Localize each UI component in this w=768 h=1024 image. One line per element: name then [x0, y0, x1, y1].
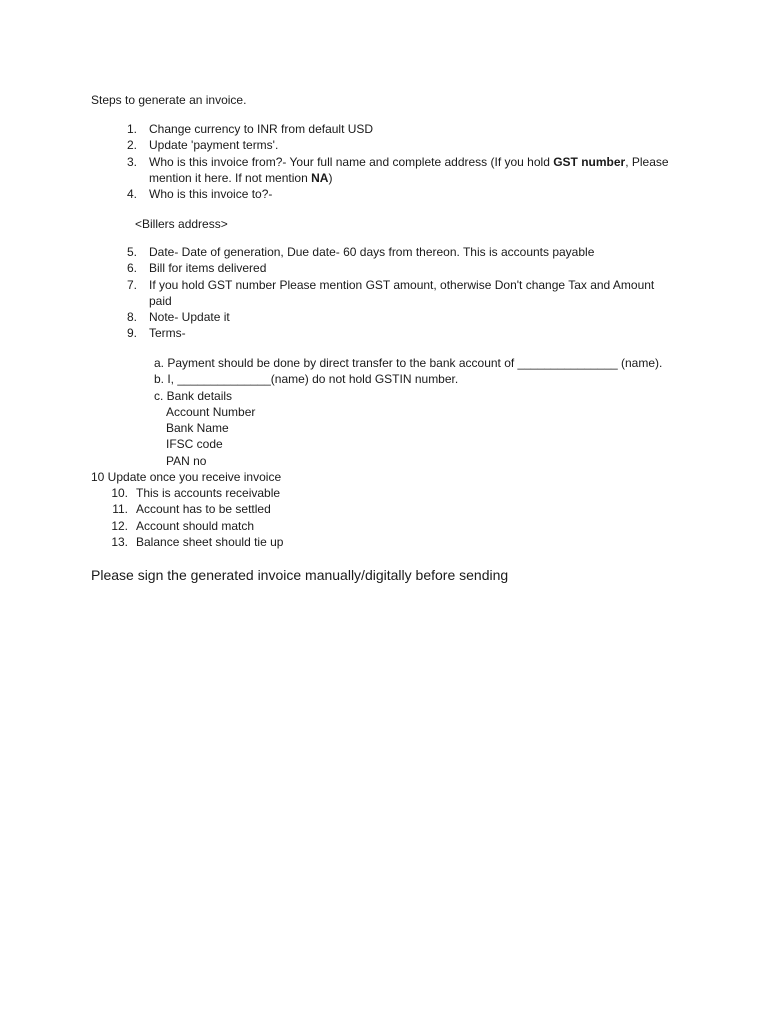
term-c: c. Bank details: [154, 388, 233, 403]
steps-list-1: [0, 121, 768, 202]
list-item: [0, 277, 768, 310]
list-item: [0, 501, 768, 517]
steps-list-2: [0, 244, 768, 342]
text-segment: , Please mention it here. If not mention: [149, 154, 669, 185]
list-number: 7.: [126, 277, 137, 292]
list-item: [0, 186, 768, 202]
list-text: Date- Date of generation, Due date- 60 days from thereon. This is accounts payable: [149, 245, 595, 259]
list-number: 2.: [126, 138, 137, 153]
list-text: Note- Update it: [149, 310, 230, 325]
list-number: 5.: [126, 245, 137, 259]
list-number: 12.: [111, 518, 128, 533]
update-heading: 10 Update once you receive invoice: [91, 470, 282, 484]
list-text: This is accounts receivable: [136, 486, 281, 500]
list-number: 4.: [126, 187, 137, 202]
bold-na: NA: [311, 170, 329, 185]
list-item: [0, 309, 768, 325]
list-number: 8.: [126, 310, 137, 325]
list-text: Account should match: [136, 518, 255, 533]
list-item: [0, 325, 768, 341]
list-text: Update 'payment terms'.: [149, 138, 279, 153]
list-item: [0, 534, 768, 550]
list-text: If you hold GST number Please mention GST amount, otherwise Don't change Tax and Amount paid: [149, 277, 655, 308]
list-item: [0, 244, 768, 260]
list-item: [0, 137, 768, 153]
terms-list: [154, 355, 662, 469]
list-text: Who is this invoice to?-: [149, 187, 273, 202]
list-number: 6.: [126, 261, 137, 276]
steps-list-3: [0, 485, 768, 550]
bank-field-bank-name: Bank Name: [166, 421, 229, 436]
list-number: 1.: [126, 122, 137, 136]
bold-gst-number: GST number: [553, 154, 626, 169]
list-text: Account has to be settled: [136, 502, 271, 517]
text-segment: ): [328, 170, 333, 185]
list-item: [0, 154, 768, 187]
list-number: 13.: [111, 534, 128, 549]
list-number: 10.: [111, 486, 128, 500]
list-text: [149, 154, 679, 187]
list-number: 9.: [126, 326, 137, 341]
term-b: b. I, ______________(name) do not hold GSTIN number.: [154, 372, 459, 387]
bank-field-ifsc-code: IFSC code: [166, 437, 223, 452]
bank-field-account-number: Account Number: [166, 404, 256, 419]
list-item: [0, 260, 768, 276]
list-text: Bill for items delivered: [149, 261, 267, 276]
list-number: 3.: [126, 154, 137, 169]
list-text: Change currency to INR from default USD: [149, 122, 374, 136]
text-segment: Who is this invoice from?- Your full name and complete address (If you hold: [149, 154, 554, 169]
closing-note: Please sign the generated invoice manually/digitally before sending: [91, 567, 509, 583]
list-number: 11.: [112, 502, 128, 517]
intro-text: Steps to generate an invoice.: [91, 93, 247, 107]
term-a: a. Payment should be done by direct transfer to the bank account of _______________ (name).: [154, 356, 663, 370]
bank-field-pan-no: PAN no: [166, 453, 207, 468]
list-text: Balance sheet should tie up: [136, 534, 284, 549]
list-item: [0, 518, 768, 534]
list-item: [0, 485, 768, 501]
list-text: Terms-: [149, 326, 186, 341]
list-item: [0, 121, 768, 137]
billers-address: <Billers address>: [135, 217, 228, 231]
